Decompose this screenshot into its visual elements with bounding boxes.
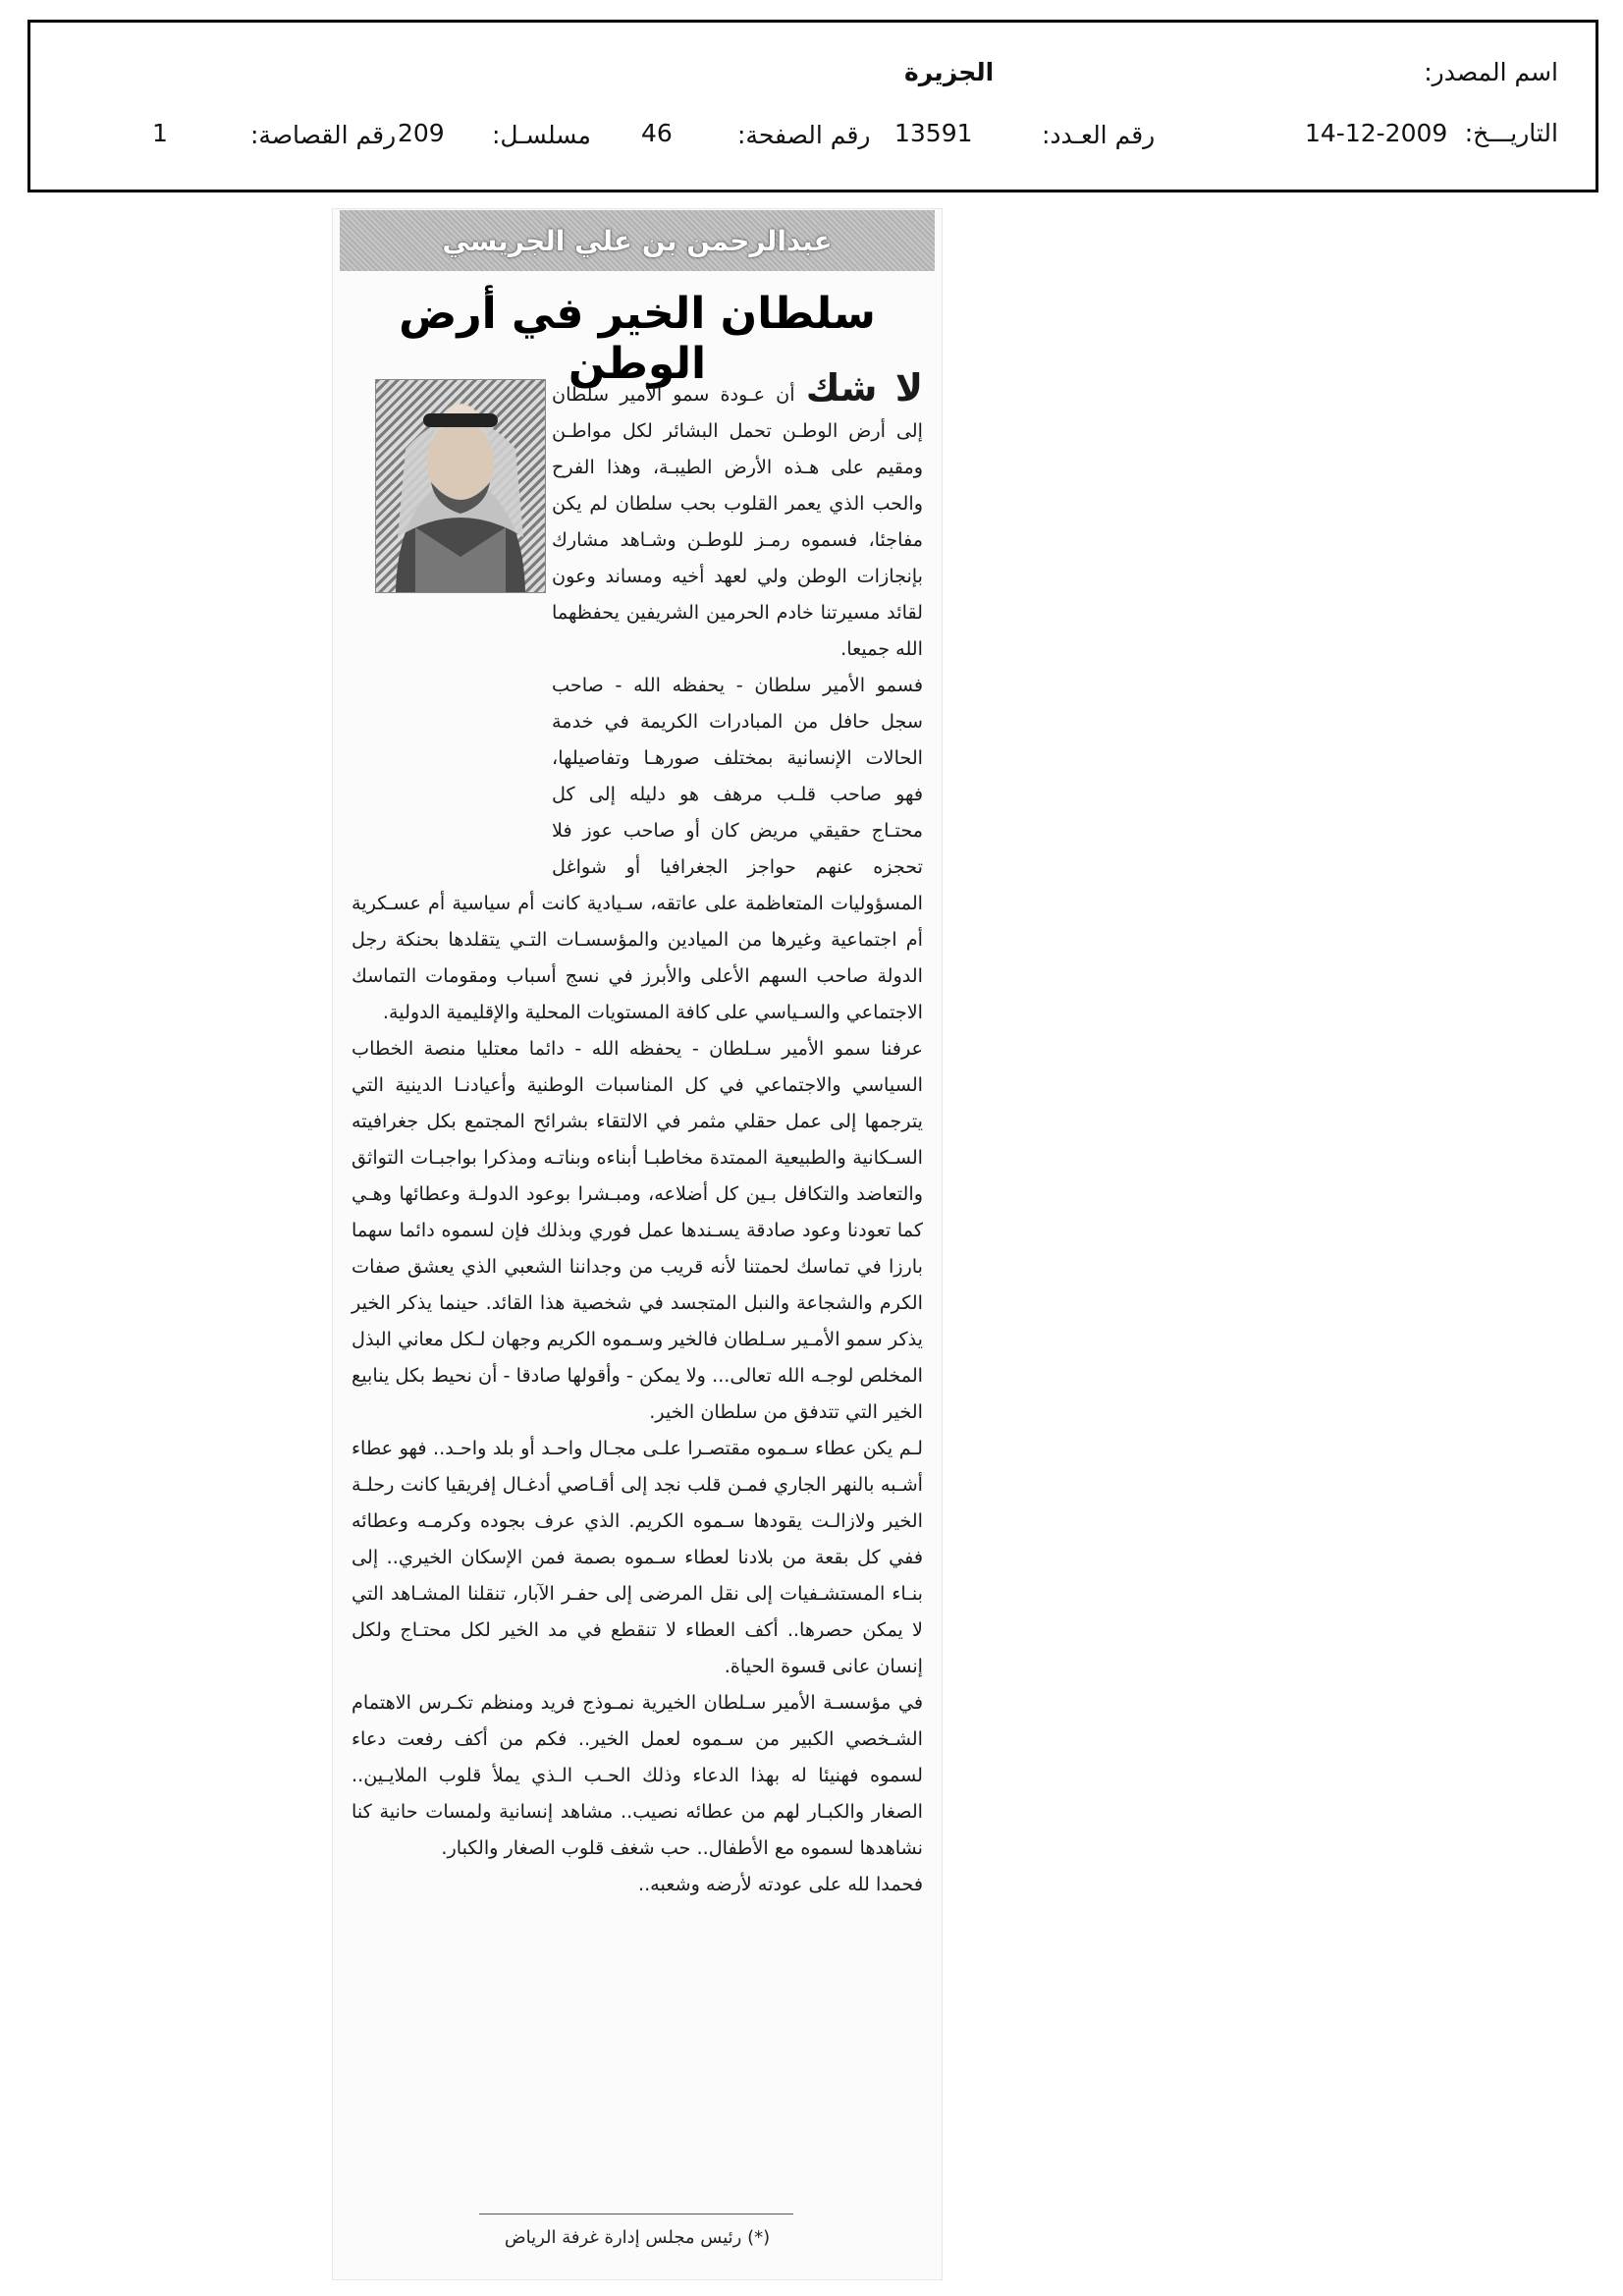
paragraph-1-text: أن عـودة سمو الأمير سلطان إلى أرض الوطـن تحمل البشائر لكل مواطـن ومقيم على هـذه الأرض الطيبـة، وهذا الفرح والحب الذي يعمر القلوب بحب سلطان لم يكن مفاجئا، فسموه رمـز للوطـن وشـاهد مشارك بإنجازات الوطن ولي لعهد أخيه ومساند وعون لقائد مسيرتنا خادم الحرمين الشريفين يحفظهما الله جميعا. [552, 383, 923, 660]
serial-value: 209 [398, 119, 445, 147]
article-headline: سلطان الخير في أرض الوطن [399, 289, 876, 389]
clipping-info-box [27, 20, 1598, 192]
newspaper-clipping [332, 208, 943, 2280]
article-paragraph-5: في مؤسسـة الأمير سـلطان الخيرية نمـوذج فريد ومنظم تكـرس الاهتمام الشـخصي الكبير من سـموه لعمل الخير.. فكم من أكف رفعت دعاء لسموه فهنيئا له بهذا الدعاء وذلك الحـب الـذي يملأ قلوب الملايـين.. الصغار والكبـار لهم من عطائه نصيب.. مشاهد إنسانية ولمسات حانية كنا نشاهدها لسموه مع الأطفال.. حب شغف قلوب الصغار والكبار. [352, 1691, 923, 1859]
source-label: اسم المصدر: [1424, 58, 1558, 86]
author-footnote: (*) رئيس مجلس إدارة غرفة الرياض [504, 2227, 771, 2248]
page-value: 46 [641, 119, 673, 147]
issue-value: 13591 [894, 119, 973, 147]
page-label: رقم الصفحة: [737, 121, 871, 149]
clip-number-label: رقم القصاصة: [250, 121, 397, 149]
date-label: التاريـــخ: [1464, 119, 1558, 147]
article-paragraph-3: عرفنا سمو الأمير سـلطان - يحفظه الله - دائما معتليا منصة الخطاب السياسي والاجتماعي في كل المناسبات الوطنية وأعيادنـا الدينية التي يترجمها إلى عمل حقلي مثمر في الالتقاء بشرائح المجتمع بكل جغرافيته السـكانية والطبيعية الممتدة مخاطبـا أبناءه وبناتـه ومذكرا بواجبـات التواثق والتعاضد والتكافل بـين كل أضلاعه، ومبـشرا بوعود الدولـة وعطائها وهـي كما تعودنا وعود صادقة يسـندها عمل فوري وبذلك فإن لسموه دائما سهما بارزا في تماسك لحمتنا لأنه قريب من وجداننا الشعبي الذي يعشق صفات الكرم والشجاعة والنبل المتجسد في شخصية هذا القائد. حينما يذكر الخير يذكر سمو الأمـير سـلطان فالخير وسـموه الكريم وجهان لـكل معاني البذل المخلص لوجـه الله تعالى... ولا يمكن - وأقولها صادقا - أن نحيط بكل ينابيع الخير التي تتدفق من سلطان الخير. [352, 1037, 923, 1423]
date-value: 14-12-2009 [1305, 119, 1448, 147]
issue-label: رقم العـدد: [1042, 121, 1156, 149]
article-paragraph-6: فحمدا لله على عودته لأرضه وشعبه.. [637, 1873, 923, 1895]
photo-spacer [352, 373, 538, 882]
article-paragraph-4: لـم يكن عطاء سـموه مقتصـرا علـى مجـال واحـد أو بلد واحـد.. فهو عطاء أشـبه بالنهر الجاري فمـن قلب نجد إلى أقـاصي أدغـال إفريقيا كانت رحلـة الخير ولازالـت يقودها سـموه الكريم. الذي عرف بجوده وكرمـه وعطائه ففي كل بقعة من بلادنا لعطاء سـموه بصمة فمن الإسكان الخيري.. إلى بنـاء المستشـفيات إلى نقل المرضى إلى حفـر الآبار، تنقلنا المشـاهد التي لا يمكن حصرها.. أكف العطاء لا تنقطع في مد الخير لكل محتـاج ولكل إنسان عانى قسوة الحياة. [352, 1437, 923, 1677]
article-dropcap: لا شك [805, 366, 923, 410]
serial-label: مسلسـل: [492, 121, 591, 149]
article-body [352, 366, 923, 1902]
clip-number-value: 1 [152, 119, 168, 147]
article-paragraph-2: فسمو الأمير سلطان - يحفظه الله - صاحب سجل حافل من المبادرات الكريمة في خدمة الحالات الإنسانية بمختلف صورهـا وتفاصيلها، فهو صاحب قلـب مرهف هو دليله إلى كل محتـاج حقيقي مريض كان أو صاحب عوز فلا تحجزه عنهم حواجز الجغرافيا أو شواغل المسؤوليات المتعاظمة على عاتقه، سـيادية كانت أم سياسية أم عسـكرية أم اجتماعية وغيرها من الميادين والمؤسسـات التـي يتقلدها بحنكة رجل الدولة صاحب السهم الأعلى والأبرز في نسج أسباب ومقومات التماسك الاجتماعي والسـياسي على كافة المستويات المحلية والإقليمية الدولية. [352, 674, 923, 1023]
source-value: الجزيرة [904, 58, 995, 86]
author-byline: عبدالرحمن بن علي الجريسي [340, 210, 935, 271]
